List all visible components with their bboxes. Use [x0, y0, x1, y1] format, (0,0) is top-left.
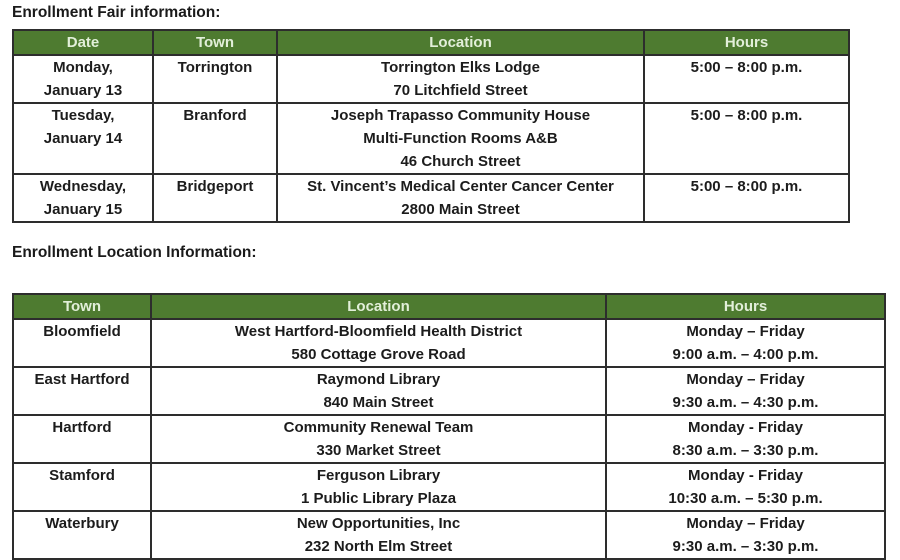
cell-line: Branford: [183, 107, 247, 124]
cell-line: 9:30 a.m. – 4:30 p.m.: [672, 394, 819, 411]
cell-line: 232 North Elm Street: [304, 538, 453, 555]
table-row: [13, 511, 885, 559]
cell-line: 9:00 a.m. – 4:00 p.m.: [672, 346, 819, 363]
cell-line: New Opportunities, Inc: [296, 515, 461, 532]
cell-line: 5:00 – 8:00 p.m.: [690, 107, 803, 124]
table-row: [13, 55, 849, 103]
cell-hours: [644, 174, 849, 222]
header-cell-date: Date: [13, 30, 153, 55]
cell-line: Wednesday,: [39, 178, 127, 195]
header-cell-location: Location: [151, 294, 606, 319]
cell-line: January 14: [43, 130, 123, 147]
cell-town: [13, 367, 151, 415]
header-cell-hours: Hours: [606, 294, 885, 319]
cell-line: Multi-Function Rooms A&B: [363, 130, 558, 147]
location-section-title: Enrollment Location Information:: [12, 244, 257, 261]
cell-line: 1 Public Library Plaza: [300, 490, 457, 507]
cell-hours: [606, 511, 885, 559]
cell-line: January 15: [43, 201, 123, 218]
cell-line: 10:30 a.m. – 5:30 p.m.: [668, 490, 823, 507]
cell-line: East Hartford: [34, 371, 130, 388]
cell-line: Torrington: [177, 59, 253, 76]
cell-date: [13, 103, 153, 174]
cell-town: [153, 55, 277, 103]
cell-location: [151, 319, 606, 367]
cell-town: [13, 463, 151, 511]
enrollment-fair-table: [12, 29, 850, 223]
cell-line: 8:30 a.m. – 3:30 p.m.: [672, 442, 819, 459]
cell-location: [151, 415, 606, 463]
table-row: [13, 103, 849, 174]
cell-line: St. Vincent’s Medical Center Cancer Center: [307, 178, 614, 195]
table-row: [13, 367, 885, 415]
cell-line: Monday - Friday: [687, 467, 803, 484]
table-row: [13, 415, 885, 463]
cell-line: 5:00 – 8:00 p.m.: [690, 178, 803, 195]
cell-line: Bloomfield: [43, 323, 121, 340]
table-row: [13, 319, 885, 367]
cell-line: Ferguson Library: [316, 467, 441, 484]
header-cell-hours: Hours: [644, 30, 849, 55]
cell-town: [13, 415, 151, 463]
cell-town: [153, 174, 277, 222]
cell-line: 330 Market Street: [316, 442, 441, 459]
cell-line: Hartford: [52, 419, 112, 436]
cell-hours: [644, 103, 849, 174]
cell-line: January 13: [43, 82, 123, 99]
cell-line: Monday,: [53, 59, 113, 76]
cell-line: Monday - Friday: [687, 419, 803, 436]
cell-location: [151, 463, 606, 511]
cell-line: Tuesday,: [51, 107, 115, 124]
cell-hours: [606, 415, 885, 463]
cell-line: 840 Main Street: [323, 394, 434, 411]
cell-line: Torrington Elks Lodge: [381, 59, 540, 76]
cell-line: 46 Church Street: [400, 153, 521, 170]
table-row: [13, 174, 849, 222]
cell-line: Monday – Friday: [686, 371, 805, 388]
cell-line: Monday – Friday: [686, 323, 805, 340]
cell-hours: [644, 55, 849, 103]
cell-line: Bridgeport: [176, 178, 254, 195]
cell-location: [277, 174, 644, 222]
cell-town: [13, 511, 151, 559]
cell-line: Monday – Friday: [686, 515, 805, 532]
header-cell-town: Town: [13, 294, 151, 319]
table-row: [13, 463, 885, 511]
fair-section-title: Enrollment Fair information:: [12, 4, 221, 21]
cell-line: Joseph Trapasso Community House: [330, 107, 591, 124]
cell-location: [277, 55, 644, 103]
enrollment-location-table: [12, 293, 886, 560]
cell-hours: [606, 367, 885, 415]
cell-date: [13, 55, 153, 103]
cell-hours: [606, 319, 885, 367]
cell-town: [153, 103, 277, 174]
cell-line: Community Renewal Team: [283, 419, 474, 436]
cell-line: Waterbury: [45, 515, 119, 532]
cell-line: 9:30 a.m. – 3:30 p.m.: [672, 538, 819, 555]
cell-line: Raymond Library: [316, 371, 441, 388]
cell-line: 580 Cottage Grove Road: [291, 346, 466, 363]
table-header-row: [13, 294, 885, 319]
cell-location: [277, 103, 644, 174]
cell-line: 5:00 – 8:00 p.m.: [690, 59, 803, 76]
table-header-row: [13, 30, 849, 55]
cell-line: 70 Litchfield Street: [393, 82, 528, 99]
cell-line: 2800 Main Street: [401, 201, 520, 218]
cell-date: [13, 174, 153, 222]
cell-location: [151, 367, 606, 415]
cell-line: Stamford: [49, 467, 115, 484]
cell-location: [151, 511, 606, 559]
cell-hours: [606, 463, 885, 511]
cell-town: [13, 319, 151, 367]
header-cell-location: Location: [277, 30, 644, 55]
cell-line: West Hartford-Bloomfield Health District: [234, 323, 523, 340]
header-cell-town: Town: [153, 30, 277, 55]
